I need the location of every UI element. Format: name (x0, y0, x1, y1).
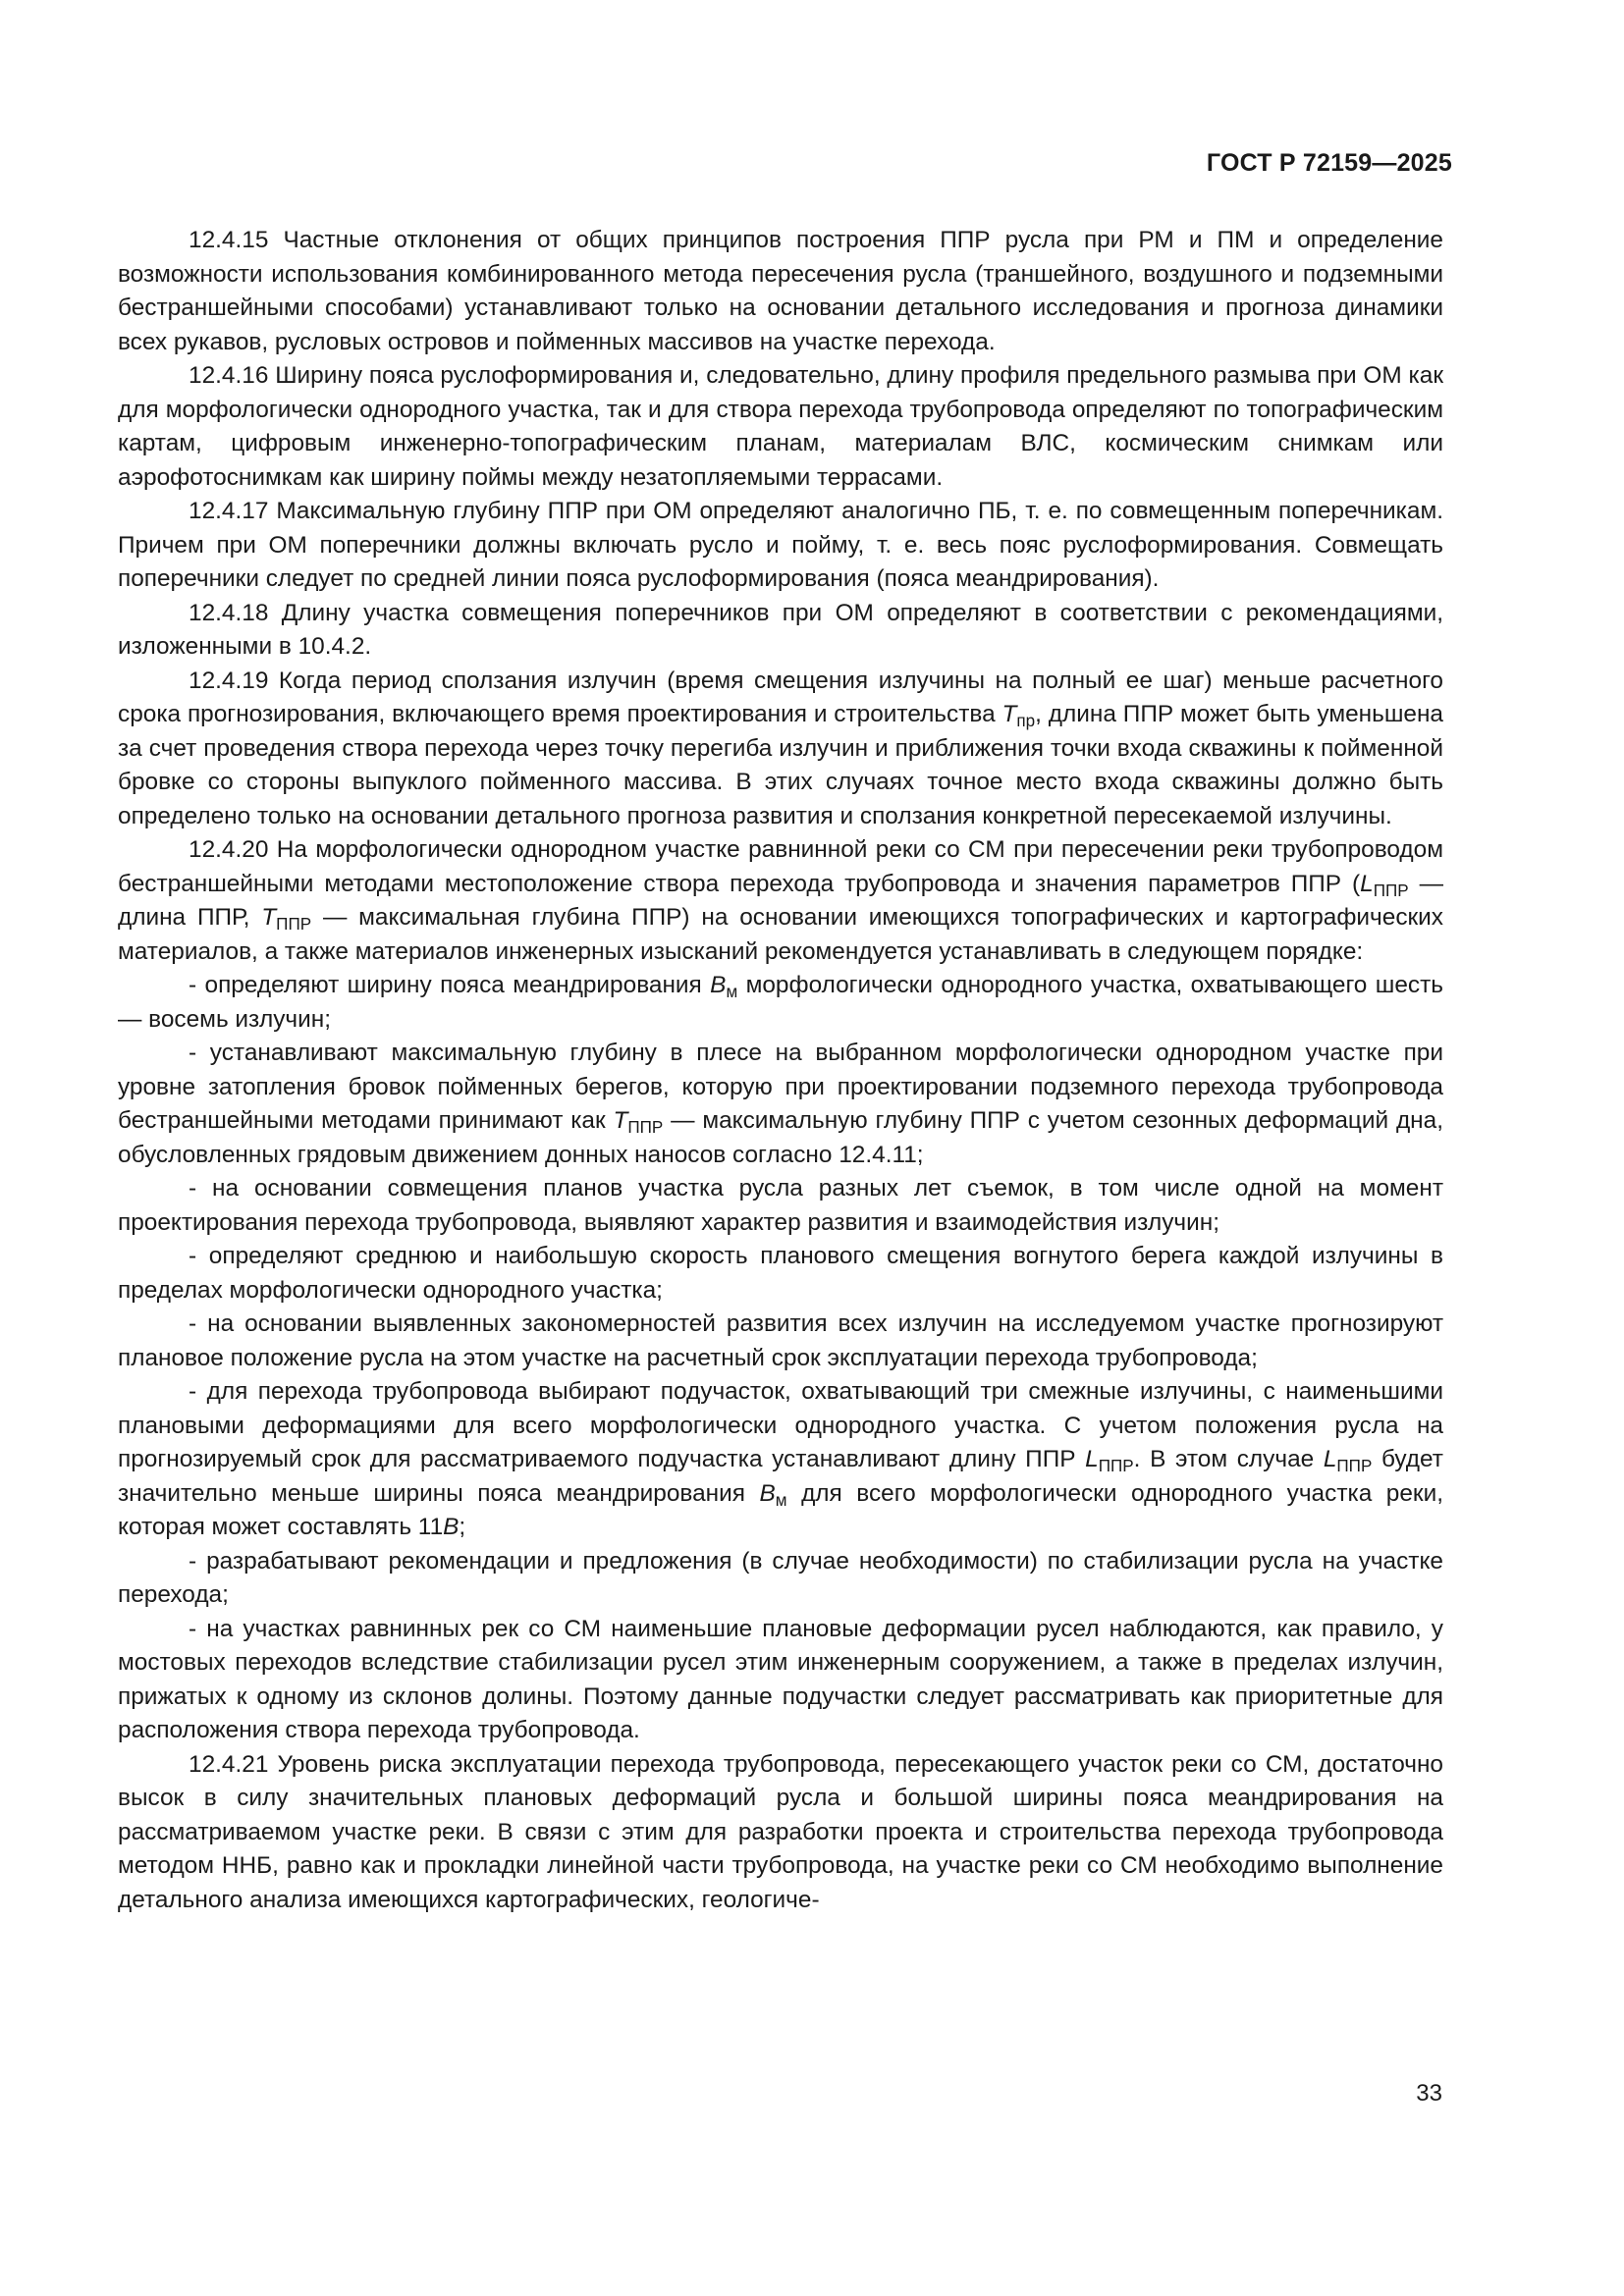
paragraph-12-4-18: 12.4.18 Длину участка совмещения поперечников при ОМ определяют в соответствии с рекомендациями, изложенными в 10.4.2. (118, 599, 1443, 660)
list-item: - на участках равнинных рек со СМ наименьшие плановые деформации русел наблюдаются, как правило, у мостовых переходов вследствие стабилизации русел этим инженерным сооружением, а также в пределах излучин, прижатых к одному из склонов долины. Поэтому данные подучастки следует рассматривать как приоритетные для расположения створа перехода трубопровода. (118, 1615, 1443, 1743)
document-code: ГОСТ Р 72159—2025 (1206, 149, 1452, 177)
list-item: - разрабатывают рекомендации и предложения (в случае необходимости) по стабилизации русла на участке перехода; (118, 1547, 1443, 1608)
paragraph-12-4-20: 12.4.20 На морфологически однородном участке равнинной реки со СМ при пересечении реки трубопроводом бестраншейными методами местоположение створа перехода трубопровода и значения параметров ППР ($L_{ППР}$ — длина ППР, $T_{ППР}$ — максимальная глубина ППР) на основании имеющихся топографических и картографических материалов, а также материалов инженерных изысканий рекомендуется устанавливать в следующем порядке: (118, 836, 1444, 965)
paragraph-12-4-21: 12.4.21 Уровень риска эксплуатации перехода трубопровода, пересекающего участок реки со СМ, достаточно высок в силу значительных плановых деформаций русла и большой ширины пояса меандрирования на рассматриваемом участке реки. В связи с этим для разработки проекта и строительства перехода трубопровода методом ННБ, равно как и прокладки линейной части трубопровода, на участке реки со СМ необходимо выполнение детального анализа имеющихся картографических, геологиче- (118, 1750, 1443, 1913)
list-item: - устанавливают максимальную глубину в плесе на выбранном морфологически однородном участке при уровне затопления бровок пойменных берегов, которую при проектировании подземного перехода трубопровода бестраншейными методами принимают как $T_{ППР}$ — максимальную глубину ППР с учетом сезонных деформаций дна, обусловленных грядовым движением донных наносов согласно 12.4.11; (118, 1040, 1443, 1168)
list-item: - определяют ширину пояса меандрирования $B_м$ морфологически однородного участка, охватывающего шесть — восемь излучин; (118, 972, 1443, 1033)
body-text (118, 224, 1443, 1917)
list-item: - на основании совмещения планов участка русла разных лет съемок, в том числе одной на момент проектирования перехода трубопровода, выявляют характер развития и взаимодействия излучин; (118, 1175, 1443, 1236)
list-item: - на основании выявленных закономерностей развития всех излучин на исследуемом участке прогнозируют плановое положение русла на этом участке на расчетный срок эксплуатации перехода трубопровода; (118, 1310, 1443, 1371)
list-item: - определяют среднюю и наибольшую скорость планового смещения вогнутого берега каждой излучины в пределах морфологически однородного участка; (118, 1243, 1443, 1304)
paragraph-12-4-15: 12.4.15 Частные отклонения от общих принципов построения ППР русла при РМ и ПМ и определение возможности использования комбинированного метода пересечения русла (траншейного, воздушного и подземными бестраншейными способами) устанавливают только на основании детального исследования и прогноза динамики всех рукавов, русловых островов и пойменных массивов на участке перехода. (118, 227, 1443, 355)
paragraph-12-4-19: 12.4.19 Когда период сползания излучин (время смещения излучины на полный ее шаг) меньше расчетного срока прогнозирования, включающего время проектирования и строительства $T_{пр}$, длина ППР может быть уменьшена за счет проведения створа перехода через точку перегиба излучин и приближения точки входа скважины к пойменной бровке со стороны выпуклого пойменного массива. В этих случаях точное место входа скважины должно быть определено только на основании детального прогноза развития и сползания конкретной пересекаемой излучины. (118, 667, 1443, 829)
paragraph-12-4-17: 12.4.17 Максимальную глубину ППР при ОМ определяют аналогично ПБ, т. е. по совмещенным поперечникам. Причем при ОМ поперечники должны включать русло и пойму, т. е. весь пояс руслоформирования. Совмещать поперечники следует по средней линии пояса руслоформирования (пояса меандрирования). (118, 498, 1443, 592)
paragraph-12-4-16: 12.4.16 Ширину пояса руслоформирования и, следовательно, длину профиля предельного размыва при ОМ как для морфологически однородного участка, так и для створа перехода трубопровода определяют по топографическим картам, цифровым инженерно-топографическим планам, материалам ВЛС, космическим снимкам или аэрофотоснимкам как ширину поймы между незатопляемыми террасами. (118, 362, 1443, 491)
page-number: 33 (1416, 2080, 1442, 2107)
list-item: - для перехода трубопровода выбирают подучасток, охватывающий три смежные излучины, с наименьшими плановыми деформациями для всего морфологически однородного участка. С учетом положения русла на прогнозируемый срок для рассматриваемого подучастка устанавливают длину ППР $L_{ППР}$. В этом случае $L_{ППР}$ будет значительно меньше ширины пояса меандрирования $B_м$ для всего морфологически однородного участка реки, которая может составлять 11B; (118, 1378, 1443, 1540)
